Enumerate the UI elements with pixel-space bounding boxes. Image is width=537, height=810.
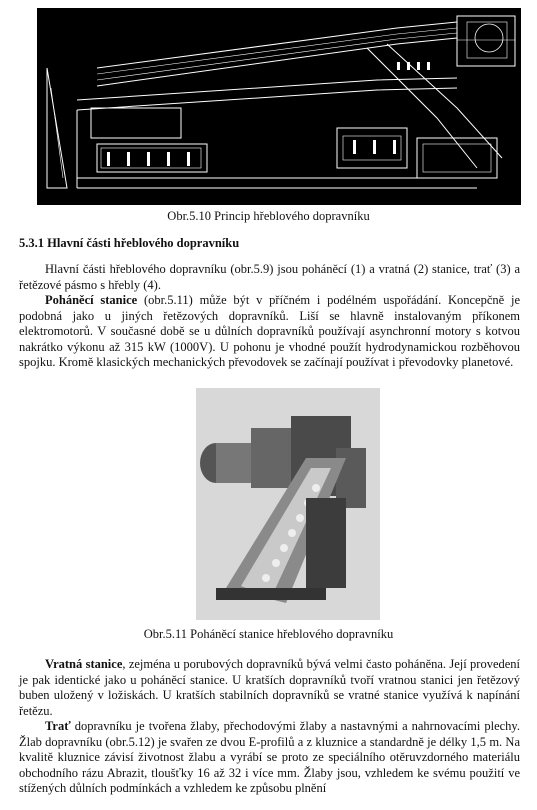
paragraph <box>19 719 520 797</box>
conveyor-principle-drawing <box>37 8 521 205</box>
paragraph-text: , zejména u porubových dopravníků bývá velmi často poháněna. Její provedení je pak identické jako u poháněcí stanice. U kratších dopravníků tvoří vratnou stanici jen řetězový buben uložený v ložiskách. U kratších stabilních dopravníků se vratné stanice využívá k napínání řetězu. <box>19 657 521 718</box>
term: Vratná stanice <box>45 657 123 671</box>
term: Trať <box>45 719 71 733</box>
paragraph <box>19 293 520 371</box>
drive-station-photo <box>196 388 380 620</box>
section-heading: 5.3.1 Hlavní části hřeblového dopravníku <box>19 236 240 250</box>
paragraph-text: dopravníku je tvořena žlaby, přechodovými žlaby a nastavnými a nahrnovacími plechy. Žlab dopravníku (obr.5.12) je svařen ze dvou E-profilů a z kluznice a standardně je délky 1,5 m. Na kvalitě kluznice závisí životnost žlabu a vyrábí se proto ze speciálního otěruvzdorného materiálu obchodního rázu Abrazit, tloušťky 16 až 32 i více mm. Žlaby jsou, vzhledem ke svému použití ve stížených důlních podmínkách a vzhledem ke způsobu plnění <box>19 719 520 796</box>
paragraph <box>19 262 520 293</box>
paragraph-text: (obr.5.11) může být v příčném i podélném uspořádání. Koncepčně je podobná jako u jiných řetězových dopravníků. Liší se hlavně instalovaným příkonem elektromotorů. V současné době se u důlních dopravníků používají asynchronní motory s kotvou nakrátko výkonu až 315 kW (1000V). U pohonu je vhodné použít hydrodynamickou rozběhovou spojku. Kromě klasických mechanických převodovek se začínají používat i převodovky planetové. <box>19 293 520 370</box>
term: Poháněcí stanice <box>45 293 138 307</box>
figure-caption: Obr.5.10 Princip hřeblového dopravníku <box>167 209 370 223</box>
paragraph-text: Hlavní části hřeblového dopravníku (obr.5.9) jsou poháněcí (1) a vratná (2) stanice, trať (3) a řetězové pásmo s hřebly (4). <box>19 262 520 292</box>
figure-caption: Obr.5.11 Poháněcí stanice hřeblového dopravníku <box>143 627 394 641</box>
paragraph <box>19 657 520 719</box>
